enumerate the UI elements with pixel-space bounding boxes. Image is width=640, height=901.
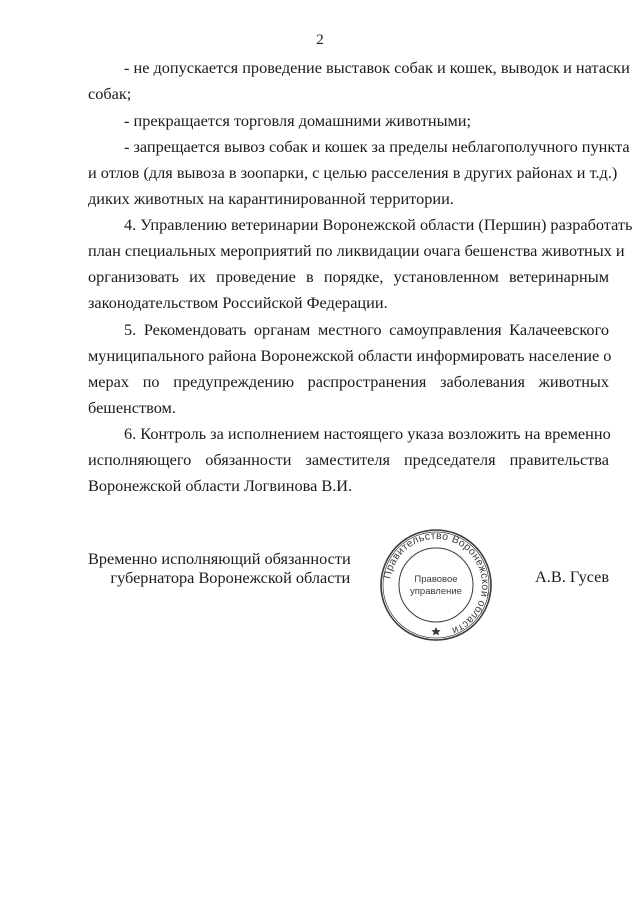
text-line: законодательством Российской Федерации. — [88, 293, 388, 312]
text-line: план специальных мероприятий по ликвидации очага бешенства животных и — [88, 241, 625, 260]
signature-title-line2: губернатора Воронежской области — [110, 568, 351, 587]
text-line: собак; — [88, 84, 132, 103]
signature-title — [88, 549, 351, 587]
seal-star-icon — [431, 627, 440, 636]
text-line: мерах по предупреждению распространения заболевания животных — [88, 372, 609, 391]
text-line: Воронежской области Логвинова В.И. — [88, 476, 353, 495]
text-line: 5. Рекомендовать органам местного самоуправления Калачеевского — [124, 320, 609, 339]
text-line: и отлов (для вывоза в зоопарки, с целью расселения в других районах и т.д.) — [88, 163, 618, 182]
text-line: исполняющего обязанности заместителя председателя правительства — [88, 450, 609, 469]
seal-outer-text: Правительство Воронежской области — [382, 530, 491, 636]
text-line: - не допускается проведение выставок собак и кошек, выводок и натаски — [124, 58, 630, 77]
text-line: - запрещается вывоз собак и кошек за пределы неблагополучного пункта — [124, 137, 630, 156]
text-line: 4. Управлению ветеринарии Воронежской области (Першин) разработать — [124, 215, 633, 234]
text-line: диких животных на карантинированной территории. — [88, 189, 454, 208]
text-line: 6. Контроль за исполнением настоящего указа возложить на временно — [124, 424, 611, 443]
seal-inner-line2: управление — [410, 586, 462, 597]
page-number: 2 — [316, 32, 324, 48]
text-line: бешенством. — [88, 398, 176, 417]
seal-inner-line1: Правовое — [414, 574, 458, 585]
signatory-name: А.В. Гусев — [535, 567, 610, 586]
text-line: муниципального района Воронежской области информировать население о — [88, 346, 612, 365]
signature-title-line1: Временно исполняющий обязанности — [88, 549, 351, 568]
text-line: - прекращается торговля домашними животными; — [124, 111, 472, 130]
official-seal — [379, 528, 493, 642]
text-line: организовать их проведение в порядке, установленном ветеринарным — [88, 267, 609, 286]
